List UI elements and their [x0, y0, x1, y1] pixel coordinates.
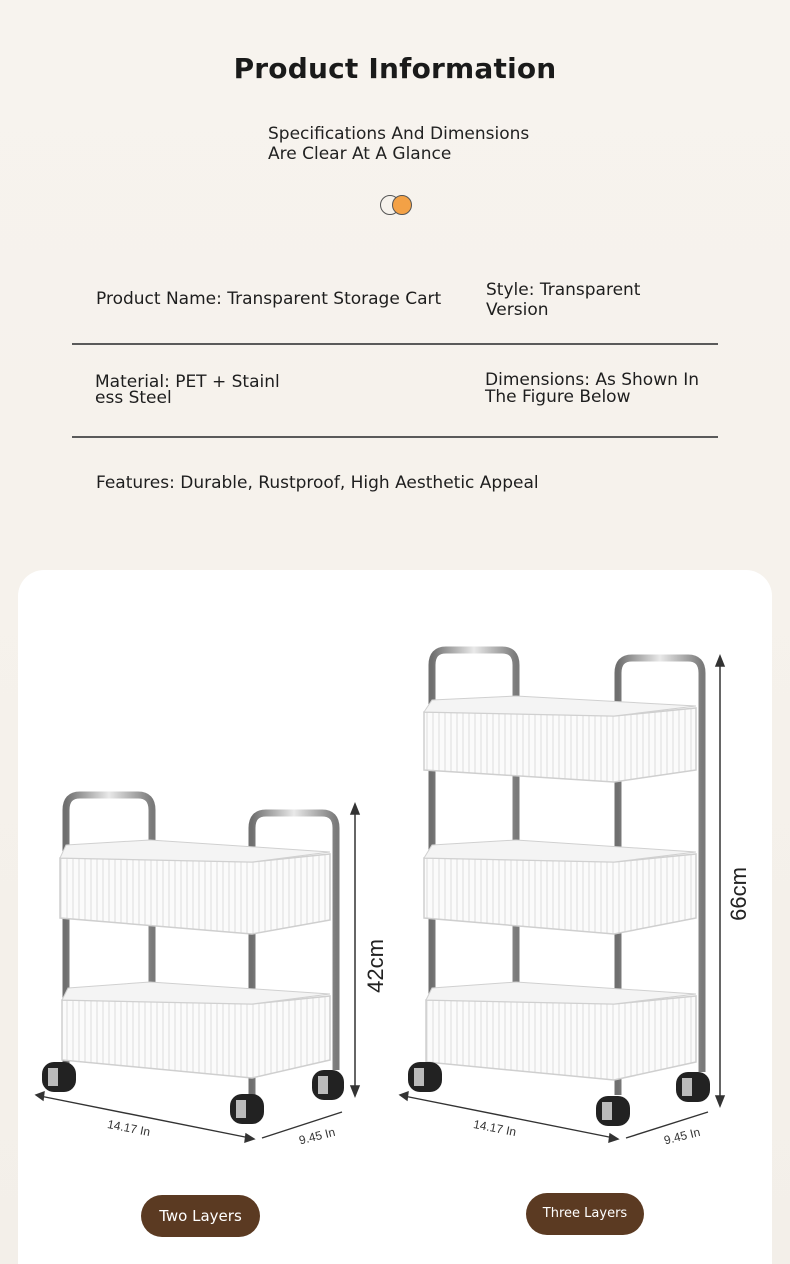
spec-features: Features: Durable, Rustproof, High Aesthetic Appeal [96, 473, 539, 493]
page-title: Product Information [233, 52, 557, 85]
cart-basket [426, 982, 696, 1080]
color-swatches [380, 195, 416, 217]
height-arrow [351, 804, 359, 1096]
storage-cart-illustration [0, 560, 790, 1264]
cart-basket [424, 840, 696, 934]
depth-label: 9.45 In [297, 1124, 337, 1148]
spec-dimensions: Dimensions: As Shown In The Figure Below [485, 370, 700, 407]
cart-basket [424, 696, 696, 782]
page-subtitle: Specifications And Dimensions Are Clear At A Glance [268, 124, 530, 164]
cart-wheel [596, 1096, 630, 1126]
three-layer-cart [400, 650, 751, 1147]
cart-basket [62, 982, 330, 1078]
spec-style: Style: Transparent Version [486, 280, 641, 320]
height-arrow [716, 656, 724, 1106]
spec-material: Material: PET + Stainless Steel [95, 372, 280, 408]
option-two-layers-button[interactable]: Two Layers [141, 1195, 260, 1237]
height-label: 42cm [363, 939, 388, 993]
spec-product-name: Product Name: Transparent Storage Cart [96, 289, 442, 309]
swatch-orange[interactable] [392, 195, 412, 215]
two-layer-cart [36, 795, 388, 1147]
option-three-layers-button[interactable]: Three Layers [526, 1193, 644, 1235]
cart-basket [60, 840, 330, 934]
width-label: 14.17 In [106, 1117, 152, 1140]
depth-label: 9.45 In [662, 1124, 702, 1148]
divider [72, 436, 718, 438]
cart-wheel [230, 1094, 264, 1124]
height-label: 66cm [726, 867, 751, 921]
divider [72, 343, 718, 345]
cart-wheel [312, 1070, 344, 1100]
cart-wheel [42, 1062, 76, 1092]
cart-wheel [676, 1072, 710, 1102]
cart-wheel [408, 1062, 442, 1092]
width-label: 14.17 In [472, 1117, 518, 1140]
